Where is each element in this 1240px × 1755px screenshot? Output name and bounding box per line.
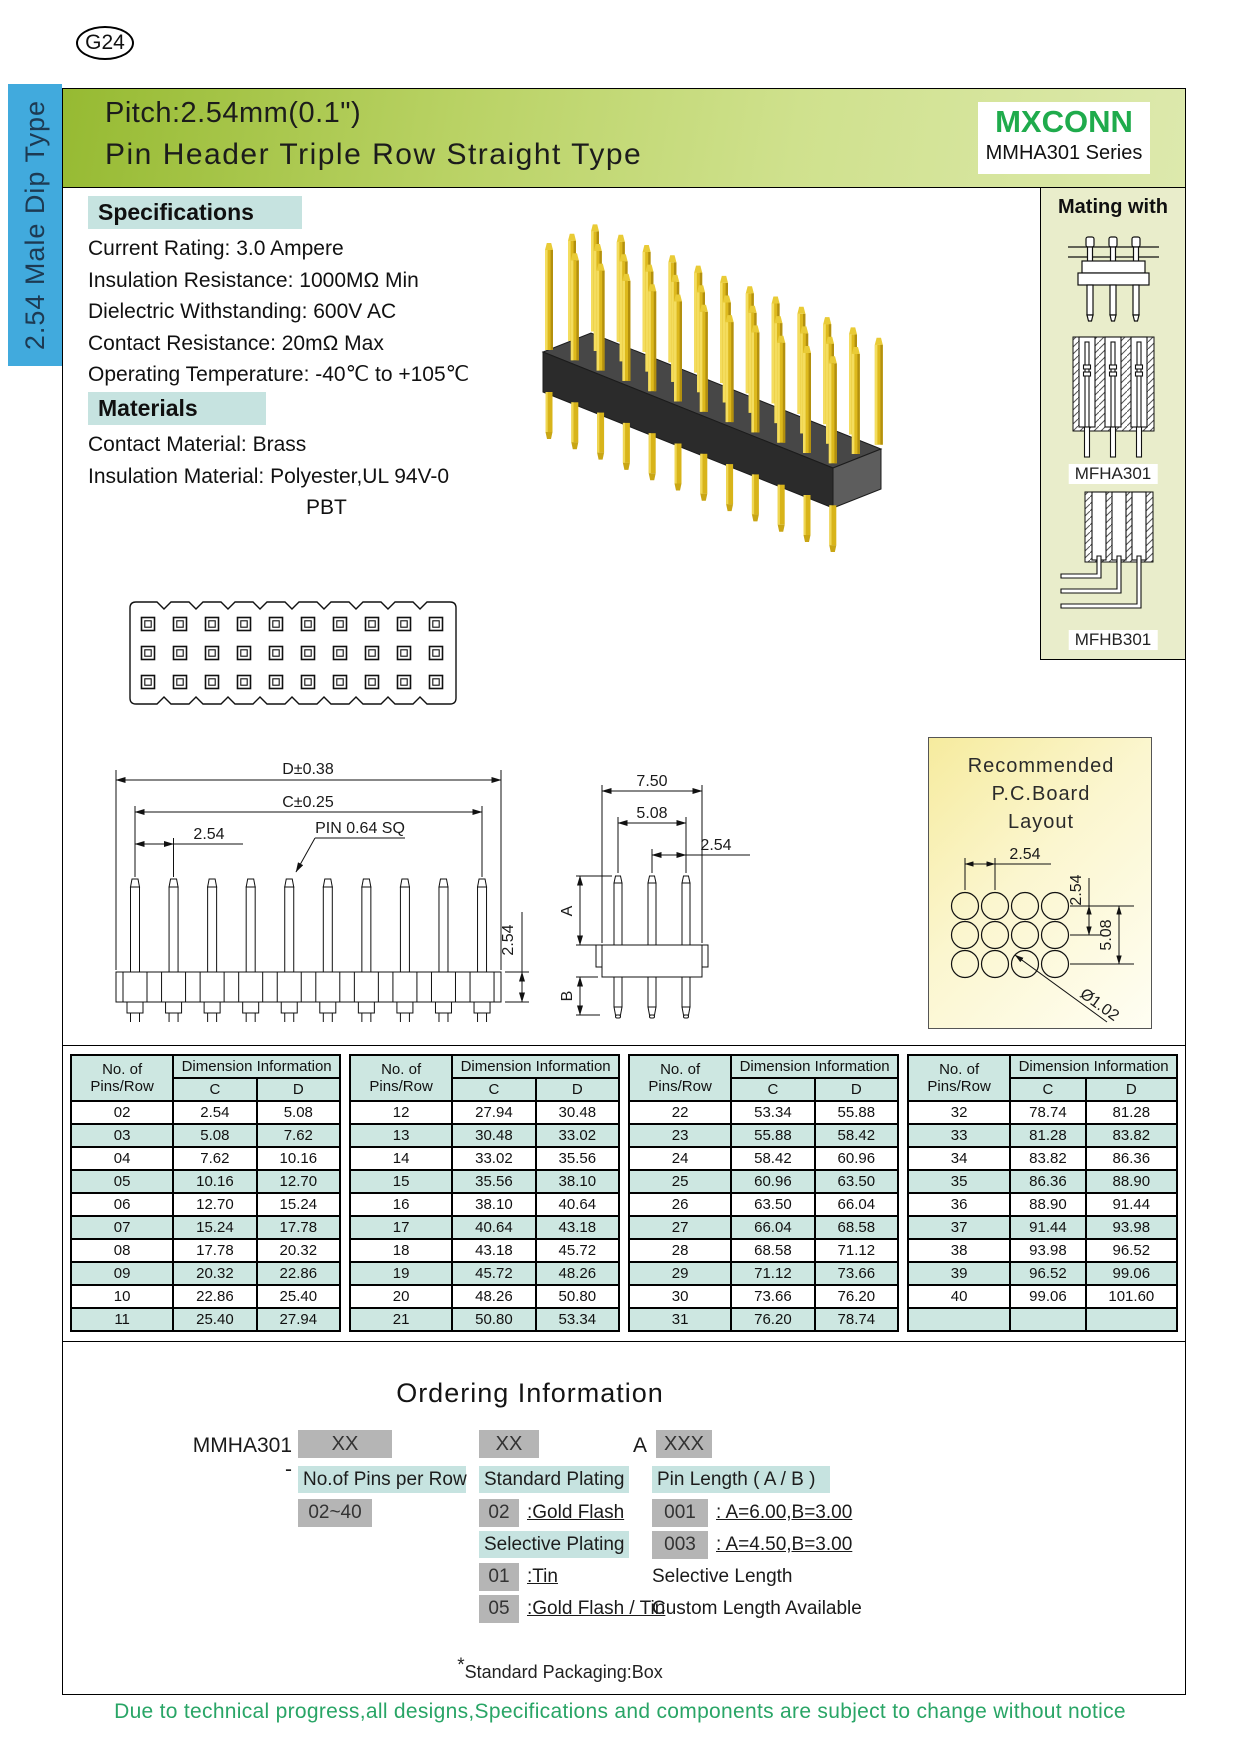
table-row: 17 40.64 43.18 bbox=[350, 1216, 619, 1239]
front-pin-label: PIN 0.64 SQ bbox=[315, 820, 405, 837]
table-row: 28 68.58 71.12 bbox=[629, 1239, 898, 1262]
separator-bottom bbox=[63, 1341, 1185, 1342]
ordering-code-01: 01 bbox=[479, 1563, 519, 1591]
table-row: 38 93.98 96.52 bbox=[908, 1239, 1177, 1262]
table-row: 09 20.32 22.86 bbox=[71, 1262, 340, 1285]
packaging-note bbox=[400, 1655, 720, 1683]
ordering-code-001: 001 bbox=[652, 1499, 708, 1527]
pcb-layout-drawing bbox=[929, 738, 1153, 1030]
part-number-prefix: MMHA301 - bbox=[192, 1434, 292, 1481]
separator-top bbox=[63, 1045, 1185, 1046]
pcb-dim-v2: 5.08 bbox=[1098, 919, 1115, 951]
table-row: 26 63.50 66.04 bbox=[629, 1193, 898, 1216]
ordering-code-003: 003 bbox=[652, 1531, 708, 1559]
table-row: 34 83.82 86.36 bbox=[908, 1147, 1177, 1170]
mating-diagram-female-top-icon bbox=[1066, 233, 1161, 330]
table-row: 21 50.80 53.34 bbox=[350, 1308, 619, 1331]
table-row: 15 35.56 38.10 bbox=[350, 1170, 619, 1193]
category-side-tab-label: 2.54 Male Dip Type bbox=[19, 99, 50, 351]
materials-list bbox=[88, 429, 449, 524]
ordering-desc-gold-flash: :Gold Flash bbox=[527, 1502, 625, 1523]
pcb-layout-box bbox=[928, 737, 1152, 1029]
table-row: 19 45.72 48.26 bbox=[350, 1262, 619, 1285]
pcb-title-3: Layout bbox=[1007, 811, 1075, 833]
ordering-desc-tin: :Tin bbox=[527, 1566, 558, 1587]
front-dim-c: C±0.25 bbox=[282, 794, 334, 811]
ordering-custom-length: Custom Length Available bbox=[652, 1598, 862, 1619]
table-row: 40 99.06 101.60 bbox=[908, 1285, 1177, 1308]
mating-item-mfha301: MFHA301 bbox=[1069, 464, 1158, 484]
pcb-dim-v1: 2.54 bbox=[1068, 874, 1085, 906]
table-row: 12 27.94 30.48 bbox=[350, 1101, 619, 1124]
ordering-pin-length-label: Pin Length ( A / B ) bbox=[652, 1466, 830, 1493]
front-view-drawing bbox=[105, 760, 545, 1022]
side-dim-pitch: 2.54 bbox=[700, 837, 732, 854]
packaging-text: Standard Packaging:Box bbox=[464, 1662, 663, 1682]
ordering-code-02: 02 bbox=[479, 1499, 519, 1527]
spec-current-rating: Current Rating: 3.0 Ampere bbox=[88, 237, 344, 260]
dimension-table-group: No. of Pins/Row Dimension Information C D 22 53.34 55.88 23 55.88 58.42 24 58.42 60.96 25 60.96 63.50 26 63.50 66.04 27 66.04 68.58 28 68.58 71.12 29 71.12 73.66 30 73.66 76.20 31 76.20 78.74 bbox=[628, 1054, 899, 1332]
side-view-drawing bbox=[540, 693, 770, 1023]
dimension-tables bbox=[70, 1054, 1178, 1332]
brand-box bbox=[978, 102, 1150, 174]
part-code-a: A bbox=[633, 1434, 648, 1457]
ordering-code-05: 05 bbox=[479, 1595, 519, 1623]
spec-operating-temperature: Operating Temperature: -40℃ to +105℃ bbox=[88, 363, 470, 386]
pcb-title-1: Recommended bbox=[967, 755, 1115, 777]
table-row: 30 73.66 76.20 bbox=[629, 1285, 898, 1308]
table-row: 37 91.44 93.98 bbox=[908, 1216, 1177, 1239]
page-title: Pin Header Triple Row Straight Type bbox=[105, 138, 643, 171]
pcb-hole-dia: Ø1.02 bbox=[1076, 985, 1122, 1025]
ordering-pins-range: 02~40 bbox=[298, 1499, 372, 1527]
table-row: 11 25.40 27.94 bbox=[71, 1308, 340, 1331]
mating-item-mfhb301: MFHB301 bbox=[1069, 630, 1158, 650]
ordering-selective-length: Selective Length bbox=[652, 1566, 793, 1587]
mating-diagram-mfhb301-icon bbox=[1055, 490, 1155, 623]
specifications-heading: Specifications bbox=[88, 196, 302, 229]
table-row: 25 60.96 63.50 bbox=[629, 1170, 898, 1193]
side-dim-span: 5.08 bbox=[636, 805, 668, 822]
dimension-table-group: No. of Pins/Row Dimension Information C D 12 27.94 30.48 13 30.48 33.02 14 33.02 35.56 15 35.56 38.10 16 38.10 40.64 17 40.64 43.18 18 43.18 45.72 19 45.72 48.26 20 48.26 50.80 21 50.80 53.34 bbox=[349, 1054, 620, 1332]
front-dim-d: D±0.38 bbox=[282, 761, 334, 778]
table-row: 05 10.16 12.70 bbox=[71, 1170, 340, 1193]
table-row: 06 12.70 15.24 bbox=[71, 1193, 340, 1216]
table-row: 33 81.28 83.82 bbox=[908, 1124, 1177, 1147]
packaging-star: * bbox=[457, 1655, 465, 1676]
table-row: 03 5.08 7.62 bbox=[71, 1124, 340, 1147]
mating-diagram-mfha301-icon bbox=[1071, 335, 1156, 459]
table-row: 04 7.62 10.16 bbox=[71, 1147, 340, 1170]
mating-title: Mating with bbox=[1058, 196, 1168, 218]
side-dim-a: A bbox=[559, 905, 576, 917]
side-dim-b: B bbox=[559, 990, 576, 1002]
mating-panel bbox=[1040, 188, 1185, 660]
table-row: 14 33.02 35.56 bbox=[350, 1147, 619, 1170]
side-dim-width: 7.50 bbox=[636, 773, 668, 790]
table-row: 02 2.54 5.08 bbox=[71, 1101, 340, 1124]
dimension-table-group: No. of Pins/Row Dimension Information C D 32 78.74 81.28 33 81.28 83.82 34 83.82 86.36 35 86.36 88.90 36 88.90 91.44 37 91.44 93.98 38 93.98 96.52 39 96.52 99.06 40 99.06 101.60 bbox=[907, 1054, 1178, 1332]
spec-dielectric: Dielectric Withstanding: 600V AC bbox=[88, 300, 397, 323]
ordering-selective-plating-label: Selective Plating bbox=[479, 1531, 629, 1558]
pcb-dim-h: 2.54 bbox=[1009, 846, 1041, 863]
page-badge: G24 bbox=[76, 26, 134, 60]
table-row: 32 78.74 81.28 bbox=[908, 1101, 1177, 1124]
spec-contact-resistance: Contact Resistance: 20mΩ Max bbox=[88, 331, 384, 355]
part-code-length: XXX bbox=[656, 1430, 712, 1458]
table-row: 39 96.52 99.06 bbox=[908, 1262, 1177, 1285]
series-name: MMHA301 Series bbox=[985, 142, 1143, 164]
table-row: 20 48.26 50.80 bbox=[350, 1285, 619, 1308]
table-row: 24 58.42 60.96 bbox=[629, 1147, 898, 1170]
category-side-tab bbox=[8, 84, 62, 366]
ordering-desc-003: : A=4.50,B=3.00 bbox=[716, 1534, 853, 1555]
table-row: 31 76.20 78.74 bbox=[629, 1308, 898, 1331]
table-row: 16 38.10 40.64 bbox=[350, 1193, 619, 1216]
material-insulation: Insulation Material: Polyester,UL 94V-0 bbox=[88, 464, 450, 488]
table-row: 35 86.36 88.90 bbox=[908, 1170, 1177, 1193]
front-dim-right: 2.54 bbox=[500, 924, 517, 956]
top-view-drawing bbox=[118, 592, 478, 714]
ordering-desc-gold-flash-tin: :Gold Flash / Tin bbox=[527, 1598, 666, 1619]
material-contact: Contact Material: Brass bbox=[88, 433, 307, 456]
material-pbt: PBT bbox=[306, 496, 347, 519]
spec-insulation-resistance: Insulation Resistance: 1000MΩ Min bbox=[88, 268, 419, 292]
specifications-list bbox=[88, 233, 469, 391]
ordering-standard-plating-label: Standard Plating bbox=[479, 1466, 629, 1493]
dimension-table-group: No. of Pins/Row Dimension Information C D 02 2.54 5.08 03 5.08 7.62 04 7.62 10.16 05 10.16 12.70 06 12.70 15.24 07 15.24 17.78 08 17.78 20.32 09 20.32 22.86 10 22.86 25.40 11 25.40 27.94 bbox=[70, 1054, 341, 1332]
table-row: 18 43.18 45.72 bbox=[350, 1239, 619, 1262]
table-row: 07 15.24 17.78 bbox=[71, 1216, 340, 1239]
footer-disclaimer: Due to technical progress,all designs,Specifications and components are subject to change without notice bbox=[114, 1700, 1126, 1723]
front-dim-pitch: 2.54 bbox=[193, 826, 225, 843]
table-row bbox=[908, 1308, 1177, 1331]
table-row: 29 71.12 73.66 bbox=[629, 1262, 898, 1285]
header-pitch: Pitch:2.54mm(0.1") bbox=[105, 97, 362, 129]
table-row: 22 53.34 55.88 bbox=[629, 1101, 898, 1124]
ordering-desc-001: : A=6.00,B=3.00 bbox=[716, 1502, 853, 1523]
part-code-plating: XX bbox=[479, 1430, 539, 1458]
table-row: 08 17.78 20.32 bbox=[71, 1239, 340, 1262]
ordering-title: Ordering Information bbox=[396, 1378, 664, 1408]
table-row: 13 30.48 33.02 bbox=[350, 1124, 619, 1147]
table-row: 23 55.88 58.42 bbox=[629, 1124, 898, 1147]
part-code-pins: XX bbox=[298, 1430, 392, 1458]
table-row: 36 88.90 91.44 bbox=[908, 1193, 1177, 1216]
brand-logo: MXCONN bbox=[995, 104, 1133, 139]
pcb-title-2: P.C.Board bbox=[991, 783, 1091, 805]
product-photo bbox=[515, 192, 915, 552]
table-row: 27 66.04 68.58 bbox=[629, 1216, 898, 1239]
ordering-pins-label: No.of Pins per Row bbox=[298, 1466, 466, 1493]
table-row: 10 22.86 25.40 bbox=[71, 1285, 340, 1308]
materials-heading: Materials bbox=[88, 392, 266, 425]
